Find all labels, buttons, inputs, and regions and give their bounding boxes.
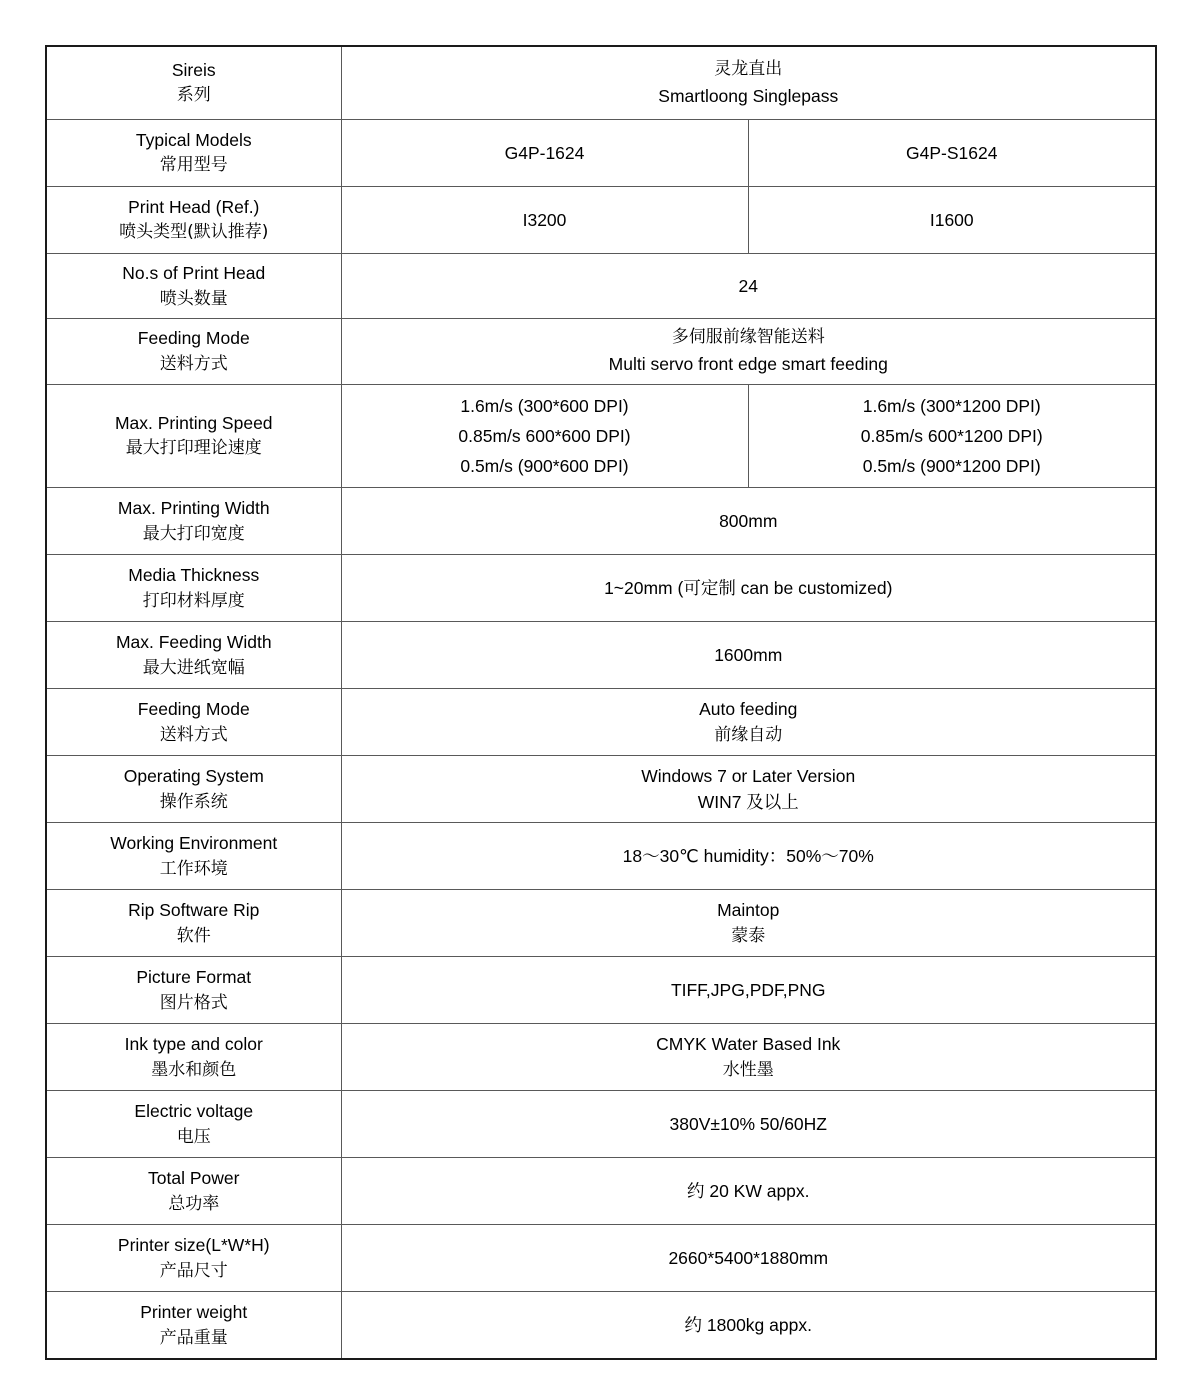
label-cn: 最大打印理论速度 xyxy=(125,438,262,459)
label-cn: 打印材料厚度 xyxy=(142,590,245,611)
row-value-electric-voltage xyxy=(341,1091,1156,1158)
value-line-2: Multi servo front edge smart feeding xyxy=(608,354,888,375)
label-cn: 喷头数量 xyxy=(159,288,228,309)
row-value-printer-weight xyxy=(341,1292,1156,1360)
table-row-print-head xyxy=(46,187,1156,254)
row-value-print-head-count xyxy=(341,254,1156,319)
label-en: No.s of Print Head xyxy=(122,263,266,283)
row-label-max-printing-speed xyxy=(46,384,341,487)
label-en: Picture Format xyxy=(136,966,252,987)
row-value-ink-type xyxy=(341,1024,1156,1091)
label-en: Operating System xyxy=(123,765,264,786)
row-value-series xyxy=(341,46,1156,120)
label-cn: 系列 xyxy=(176,85,211,106)
value-speed-a-2: 0.85m/s 600*600 DPI) xyxy=(458,425,631,446)
value-line-1: 18～30℃ humidity：50%～70% xyxy=(622,845,874,866)
table-row-media-thickness xyxy=(46,555,1156,622)
row-value-max-printing-width xyxy=(341,488,1156,555)
row-label-ink-type xyxy=(46,1024,341,1091)
label-cn: 送料方式 xyxy=(159,354,228,375)
row-label-feeding-mode-servo xyxy=(46,319,341,384)
row-label-feeding-mode-auto xyxy=(46,689,341,756)
value-line-1: Windows 7 or Later Version xyxy=(641,765,856,786)
value-line-1: 800mm xyxy=(719,510,778,531)
value-speed-a-3: 0.5m/s (900*600 DPI) xyxy=(460,456,629,477)
value-line-1: 24 xyxy=(738,275,758,296)
row-label-print-head xyxy=(46,187,341,254)
value-speed-b-3: 0.5m/s (900*1200 DPI) xyxy=(862,456,1041,477)
table-row-feeding-mode-servo xyxy=(46,319,1156,384)
value-line-1: Maintop xyxy=(717,899,780,920)
label-cn: 工作环境 xyxy=(159,858,228,879)
row-label-media-thickness xyxy=(46,555,341,622)
value-speed-b-1: 1.6m/s (300*1200 DPI) xyxy=(862,395,1041,416)
row-label-picture-format xyxy=(46,957,341,1024)
value-line-1: 多伺服前缘智能送料 xyxy=(671,327,825,348)
table-row-printer-weight xyxy=(46,1292,1156,1360)
value-line-2: WIN7 及以上 xyxy=(697,792,799,813)
row-label-electric-voltage xyxy=(46,1091,341,1158)
row-value-print-head-a xyxy=(341,187,748,254)
label-en: Media Thickness xyxy=(128,564,260,585)
label-cn: 喷头类型(默认推荐) xyxy=(119,222,269,243)
table-row-typical-models xyxy=(46,120,1156,187)
value-line-2: 蒙泰 xyxy=(731,925,766,946)
value-line-1: 380V±10% 50/60HZ xyxy=(669,1113,827,1134)
label-en: Total Power xyxy=(148,1167,240,1188)
row-label-series xyxy=(46,46,341,120)
row-label-total-power xyxy=(46,1158,341,1225)
table-row-max-printing-width xyxy=(46,488,1156,555)
value-line-2: 前缘自动 xyxy=(714,724,783,745)
row-value-feeding-mode-auto xyxy=(341,689,1156,756)
label-cn: 操作系统 xyxy=(159,791,228,812)
value-line-1: 1600mm xyxy=(714,644,783,665)
row-label-print-head-count xyxy=(46,254,341,319)
value-line-1: TIFF,JPG,PDF,PNG xyxy=(670,979,826,1000)
row-value-model-a xyxy=(341,120,748,187)
row-value-print-head-b xyxy=(748,187,1156,254)
table-row-max-printing-speed xyxy=(46,384,1156,487)
label-cn: 电压 xyxy=(176,1126,211,1147)
row-value-rip-software xyxy=(341,890,1156,957)
value-line-2: 水性墨 xyxy=(722,1059,774,1080)
table-row-feeding-mode-auto xyxy=(46,689,1156,756)
row-label-typical-models xyxy=(46,120,341,187)
row-value-media-thickness xyxy=(341,555,1156,622)
row-label-max-printing-width xyxy=(46,488,341,555)
label-en: Feeding Mode xyxy=(137,698,250,719)
value-line-1: Auto feeding xyxy=(699,698,798,719)
value-line-1: 约 20 KW appx. xyxy=(686,1180,810,1201)
label-en: Max. Printing Width xyxy=(117,497,270,518)
label-en: Sireis xyxy=(171,59,216,80)
label-cn: 常用型号 xyxy=(159,155,228,176)
label-cn: 软件 xyxy=(176,925,211,946)
row-label-printer-weight xyxy=(46,1292,341,1360)
row-label-working-environment xyxy=(46,823,341,890)
row-value-max-feeding-width xyxy=(341,622,1156,689)
value-line-1: 约 1800kg appx. xyxy=(684,1314,812,1335)
table-row-operating-system xyxy=(46,756,1156,823)
label-cn: 墨水和颜色 xyxy=(151,1059,237,1080)
label-cn: 总功率 xyxy=(168,1193,220,1214)
label-cn: 图片格式 xyxy=(159,992,228,1013)
row-value-model-b xyxy=(748,120,1156,187)
series-name-en: Smartloong Singlepass xyxy=(658,85,839,106)
row-value-speed-a xyxy=(341,384,748,487)
value-model-b: G4P-S1624 xyxy=(906,142,998,163)
value-speed-b-2: 0.85m/s 600*1200 DPI) xyxy=(860,425,1043,446)
label-en: Printer weight xyxy=(140,1301,248,1322)
label-cn: 最大进纸宽幅 xyxy=(142,657,245,678)
row-label-printer-size xyxy=(46,1225,341,1292)
row-value-picture-format xyxy=(341,957,1156,1024)
label-cn: 送料方式 xyxy=(159,724,228,745)
row-value-feeding-mode-servo xyxy=(341,319,1156,384)
label-en: Rip Software Rip xyxy=(128,899,260,920)
row-value-working-environment xyxy=(341,823,1156,890)
label-cn: 最大打印宽度 xyxy=(142,523,245,544)
row-value-operating-system xyxy=(341,756,1156,823)
row-label-max-feeding-width xyxy=(46,622,341,689)
value-print-head-b: I1600 xyxy=(929,209,974,230)
table-row-ink-type xyxy=(46,1024,1156,1091)
series-name-cn: 灵龙直出 xyxy=(714,58,783,79)
specification-table xyxy=(45,45,1157,1360)
label-cn: 产品重量 xyxy=(159,1327,228,1348)
table-row-working-environment xyxy=(46,823,1156,890)
label-en: Electric voltage xyxy=(134,1100,254,1121)
label-en: Printer size(L*W*H) xyxy=(117,1234,270,1255)
value-line-1: 2660*5400*1880mm xyxy=(668,1247,829,1268)
row-value-speed-b xyxy=(748,384,1156,487)
label-en: Ink type and color xyxy=(124,1033,263,1054)
table-row-total-power xyxy=(46,1158,1156,1225)
label-en: Typical Models xyxy=(135,129,252,150)
row-value-total-power xyxy=(341,1158,1156,1225)
value-print-head-a: I3200 xyxy=(522,209,567,230)
row-value-printer-size xyxy=(341,1225,1156,1292)
label-en: Max. Feeding Width xyxy=(115,631,272,652)
label-en: Working Environment xyxy=(110,832,278,853)
table-row-max-feeding-width xyxy=(46,622,1156,689)
table-row-printer-size xyxy=(46,1225,1156,1292)
value-line-1: 1~20mm (可定制 can be customized) xyxy=(604,577,893,598)
label-cn: 产品尺寸 xyxy=(159,1260,228,1281)
table-row-rip-software xyxy=(46,890,1156,957)
value-model-a: G4P-1624 xyxy=(504,142,585,163)
label-en: Feeding Mode xyxy=(137,328,250,349)
table-row-picture-format xyxy=(46,957,1156,1024)
table-row-series xyxy=(46,46,1156,120)
label-en: Max. Printing Speed xyxy=(114,412,273,433)
row-label-rip-software xyxy=(46,890,341,957)
table-row-print-head-count xyxy=(46,254,1156,319)
label-en: Print Head (Ref.) xyxy=(128,196,260,217)
row-label-operating-system xyxy=(46,756,341,823)
value-line-1: CMYK Water Based Ink xyxy=(656,1033,841,1054)
value-speed-a-1: 1.6m/s (300*600 DPI) xyxy=(460,395,629,416)
table-row-electric-voltage xyxy=(46,1091,1156,1158)
